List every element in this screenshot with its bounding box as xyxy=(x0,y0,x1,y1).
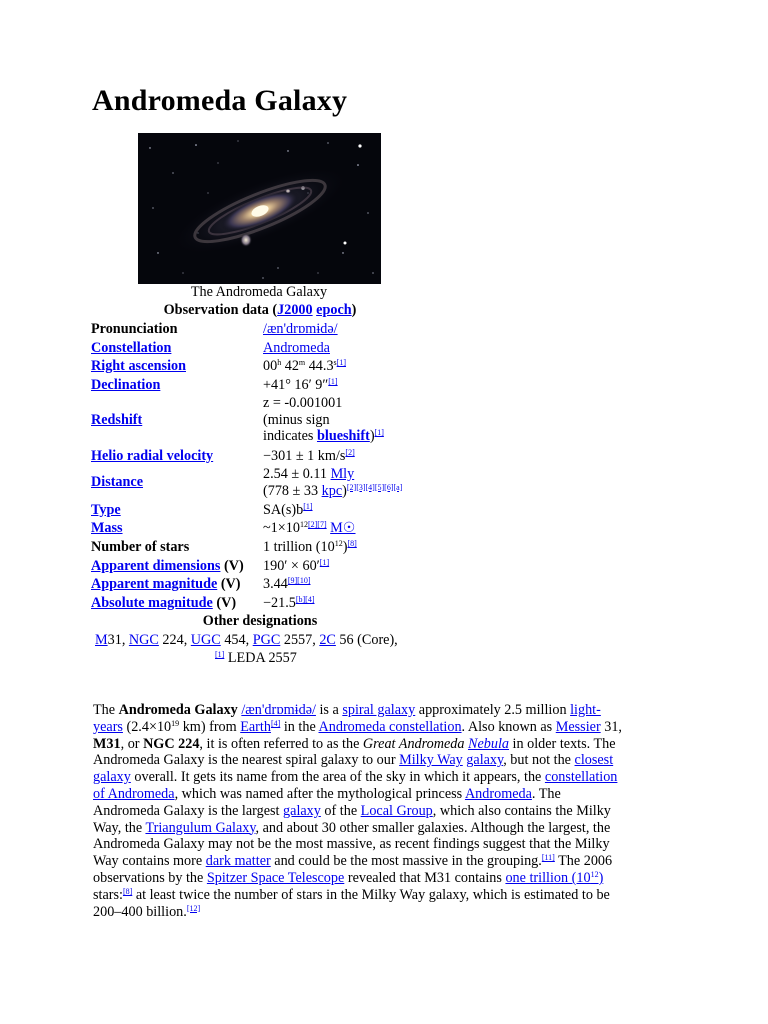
observation-data-header xyxy=(90,302,430,319)
mass-value xyxy=(263,520,356,537)
desig-2c-value: 56 (Core), xyxy=(335,632,398,648)
para-line-12 xyxy=(93,887,673,904)
mass-link[interactable]: Mass xyxy=(91,520,123,536)
other-designations-header: Other designations xyxy=(202,613,318,629)
text-run: 31, xyxy=(600,718,622,735)
ra-seconds-unit: s xyxy=(333,358,337,367)
appmag-value-text: 3.44 xyxy=(263,576,288,592)
messier-link[interactable]: Messier xyxy=(555,718,601,735)
apparent-dimensions-link[interactable]: Apparent dimensions xyxy=(91,558,221,574)
appmag-band: (V) xyxy=(217,576,241,592)
image-caption: The Andromeda Galaxy xyxy=(190,284,328,300)
text-run: observations by the xyxy=(93,869,207,886)
redshift-line1: z = -0.001001 xyxy=(263,395,343,411)
blueshift-link[interactable]: blueshift xyxy=(316,428,370,444)
stars-value-text: 1 trillion (10 xyxy=(263,539,335,555)
stars-suffix: ) xyxy=(342,539,348,555)
ugc-designation-link[interactable]: UGC xyxy=(190,632,221,648)
helio-ref[interactable]: [2] xyxy=(345,448,355,457)
mly-link[interactable]: Mly xyxy=(330,466,355,482)
text-run: km) from xyxy=(179,718,241,735)
text-run: The xyxy=(93,702,119,718)
ra-ref[interactable]: [1] xyxy=(336,358,346,367)
designations-line2 xyxy=(215,650,297,667)
redshift-link[interactable]: Redshift xyxy=(91,412,143,428)
text-run: . The xyxy=(531,785,561,802)
light-years-link-cont[interactable]: years xyxy=(93,718,123,735)
exponent: 19 xyxy=(171,718,180,728)
andromeda-princess-link[interactable]: Andromeda xyxy=(464,785,532,802)
distance-value xyxy=(263,466,402,499)
closest-galaxy-link[interactable]: closest xyxy=(574,752,614,769)
obs-header-prefix: Observation data ( xyxy=(163,302,278,318)
apparent-magnitude-link[interactable]: Apparent magnitude xyxy=(91,576,218,592)
redshift-line3-prefix: indicates xyxy=(263,428,317,444)
bold-galaxy-name: Andromeda Galaxy xyxy=(118,702,238,718)
spiral-galaxy-link[interactable]: spiral galaxy xyxy=(342,702,416,718)
text-run: , and about 30 other smaller galaxies. Although the largest, the xyxy=(255,819,611,836)
text-run: in the xyxy=(280,718,319,735)
apparent-magnitude-value xyxy=(263,576,310,593)
text-run: The 2006 xyxy=(554,853,613,870)
text-run: stars: xyxy=(93,886,123,903)
text-run: is a xyxy=(315,702,343,718)
galaxy-photo-icon xyxy=(138,133,381,284)
stars-value xyxy=(263,539,357,556)
ra-minutes-unit: m xyxy=(298,358,306,367)
pronunciation-label: Pronunciation xyxy=(91,321,178,337)
galaxy-link[interactable]: galaxy xyxy=(466,752,504,769)
para-line-3 xyxy=(93,736,673,753)
absolute-magnitude-link[interactable]: Absolute magnitude xyxy=(91,595,213,611)
closest-galaxy-link-cont[interactable]: galaxy xyxy=(93,769,131,786)
2c-designation-link[interactable]: 2C xyxy=(319,632,336,648)
dec-value-text: +41° 16′ 9″ xyxy=(263,377,329,393)
text-run: at least twice the number of stars in the Milky Way galaxy, which is estimated to be xyxy=(132,886,610,903)
text-run: , which also contains the Milky xyxy=(432,802,611,819)
j2000-link[interactable]: J2000 xyxy=(277,302,313,318)
appdim-ref[interactable]: [1] xyxy=(319,558,330,567)
type-link[interactable]: Type xyxy=(91,502,121,518)
appdim-band: (V) xyxy=(220,558,244,574)
ra-hours: 00 xyxy=(263,358,278,374)
distance-refs[interactable]: [2][3][4][5][6][a] xyxy=(346,482,403,492)
stars-ref[interactable]: [8] xyxy=(347,539,357,548)
dark-matter-link[interactable]: dark matter xyxy=(205,853,271,870)
text-run: of the xyxy=(320,802,361,819)
appmag-refs[interactable]: [9][10] xyxy=(287,576,311,585)
local-group-link[interactable]: Local Group xyxy=(360,802,433,819)
distance-line2-suffix: ) xyxy=(342,482,347,499)
mass-refs[interactable]: [2][7] xyxy=(307,520,327,529)
mass-value-text: ~1×10 xyxy=(263,520,300,536)
pronunciation-inline-link[interactable]: /æn'drɒmɨdə/ xyxy=(241,702,316,718)
one-trillion-text: one trillion (10 xyxy=(505,869,591,886)
helio-velocity-value xyxy=(263,448,355,465)
spitzer-telescope-link[interactable]: Spitzer Space Telescope xyxy=(206,869,345,886)
triangulum-galaxy-link[interactable]: Triangulum Galaxy xyxy=(145,819,256,836)
text-run: in older texts. The xyxy=(509,735,616,752)
ra-seconds: 44.3 xyxy=(305,358,334,374)
absolute-magnitude-value xyxy=(263,595,315,612)
text-run: . Also known as xyxy=(461,718,556,735)
para-line-9 xyxy=(93,836,673,853)
desig-ngc-value: 224, xyxy=(158,632,191,648)
ref-8-link[interactable]: [8] xyxy=(122,886,133,896)
text-run: and could be the most massive in the grouping. xyxy=(270,853,542,870)
helio-value-text: −301 ± 1 km/s xyxy=(263,448,346,464)
para-line-11 xyxy=(93,870,673,887)
type-value-text: SA(s)b xyxy=(263,502,304,518)
text-run: Andromeda Galaxy is the largest xyxy=(93,802,284,819)
text-run: (2.4×10 xyxy=(122,718,172,735)
one-trillion-close: ) xyxy=(598,869,604,886)
milky-way-link[interactable]: Milky Way xyxy=(399,752,463,769)
para-line-10 xyxy=(93,853,673,870)
intro-paragraph xyxy=(93,702,673,920)
absmag-value-text: −21.5 xyxy=(263,595,296,611)
bold-ngc224: NGC 224 xyxy=(143,735,200,752)
redshift-line2: (minus sign xyxy=(263,411,330,428)
pronunciation-link[interactable]: /æn'drɒmɨdə/ xyxy=(263,321,338,337)
appdim-value-text: 190′ × 60′ xyxy=(263,558,320,574)
ref-4-link[interactable]: [4] xyxy=(270,718,281,728)
right-ascension-link[interactable]: Right ascension xyxy=(91,358,186,374)
dec-ref[interactable]: [1] xyxy=(328,377,338,386)
designation-ref[interactable]: [1] xyxy=(215,650,225,659)
designations-line1 xyxy=(95,632,398,649)
galaxy-link-2[interactable]: galaxy xyxy=(283,802,321,819)
constellation-label-link[interactable]: Constellation xyxy=(91,340,172,356)
para-line-6 xyxy=(93,786,673,803)
stars-label: Number of stars xyxy=(91,539,190,555)
text-run: Way contains more xyxy=(93,853,206,870)
text-run: Andromeda Galaxy is the nearest spiral galaxy to our xyxy=(93,752,400,769)
para-line-4 xyxy=(93,752,673,769)
type-value xyxy=(263,502,313,519)
desig-m-value: 31, xyxy=(107,632,129,648)
para-line-8 xyxy=(93,820,673,837)
para-line-1 xyxy=(93,702,673,719)
text-run: , but not the xyxy=(503,752,575,769)
earth-link[interactable]: Earth xyxy=(240,718,271,735)
absmag-refs[interactable]: [b][4] xyxy=(295,595,315,604)
desig-pgc-value: 2557, xyxy=(280,632,320,648)
declination-value xyxy=(263,377,338,394)
distance-link[interactable]: Distance xyxy=(91,474,144,490)
ra-hours-unit: h xyxy=(277,358,282,367)
desig-leda: LEDA 2557 xyxy=(224,650,297,666)
absmag-band: (V) xyxy=(212,595,237,611)
obs-header-suffix: ) xyxy=(351,302,357,318)
desig-ugc-value: 454, xyxy=(220,632,253,648)
text-run: , it is often referred to as the xyxy=(199,735,363,752)
para-line-2 xyxy=(93,719,673,736)
para-line-13 xyxy=(93,904,673,921)
distance-line2-prefix: (778 ± 33 xyxy=(263,482,322,499)
exponent: 12 xyxy=(590,869,599,879)
stars-exponent: 12 xyxy=(334,539,343,548)
ref-12-link[interactable]: [12] xyxy=(186,903,201,913)
text-run: , or xyxy=(120,735,144,752)
text-run: approximately 2.5 million xyxy=(415,702,571,718)
one-trillion-link[interactable] xyxy=(505,870,603,886)
text-run: revealed that M31 contains xyxy=(344,869,506,886)
apparent-dimensions-value xyxy=(263,558,329,575)
andromeda-galaxy-image[interactable] xyxy=(138,133,381,284)
italic-great-andromeda: Great Andromeda xyxy=(362,735,469,752)
kpc-link[interactable]: kpc xyxy=(321,482,343,499)
para-line-7 xyxy=(93,803,673,820)
page-title: Andromeda Galaxy xyxy=(92,84,348,117)
andromeda-constellation-link[interactable]: Andromeda constellation xyxy=(318,718,462,735)
text-run: Way, the xyxy=(93,819,146,836)
redshift-ref[interactable]: [1] xyxy=(374,428,384,437)
ra-minutes: 42 xyxy=(281,358,299,374)
solar-mass-link[interactable]: M☉ xyxy=(330,520,356,536)
redshift-line3-suffix: ) xyxy=(369,428,375,444)
nebula-link[interactable]: Nebula xyxy=(468,735,509,752)
right-ascension-value xyxy=(263,358,346,375)
messier-designation-link[interactable]: M xyxy=(95,632,108,648)
text-run: overall. It gets its name from the area of the sky in which it appears, the xyxy=(130,769,545,786)
redshift-value xyxy=(263,395,384,445)
bold-m31: M31 xyxy=(93,735,121,752)
type-ref[interactable]: [1] xyxy=(303,502,313,511)
ref-11-link[interactable]: [11] xyxy=(541,853,555,863)
distance-line1: 2.54 ± 0.11 xyxy=(263,466,331,482)
para-line-5 xyxy=(93,769,673,786)
ngc-designation-link[interactable]: NGC xyxy=(128,632,159,648)
declination-link[interactable]: Declination xyxy=(91,377,161,393)
constellation-of-andromeda-link[interactable]: constellation xyxy=(544,769,618,786)
constellation-of-andromeda-link-cont[interactable]: of Andromeda xyxy=(93,785,175,802)
constellation-value-link[interactable]: Andromeda xyxy=(263,340,330,356)
text-run: Andromeda Galaxy may not be the most massive, as recent findings suggest that the Milky xyxy=(93,836,610,853)
pgc-designation-link[interactable]: PGC xyxy=(252,632,281,648)
text-run: 200–400 billion. xyxy=(93,903,187,920)
epoch-link[interactable]: epoch xyxy=(316,302,352,318)
mass-exponent: 12 xyxy=(299,520,308,529)
light-years-link[interactable]: light- xyxy=(570,702,601,718)
text-run: , which was named after the mythological princess xyxy=(174,785,465,802)
helio-velocity-link[interactable]: Helio radial velocity xyxy=(91,448,214,464)
